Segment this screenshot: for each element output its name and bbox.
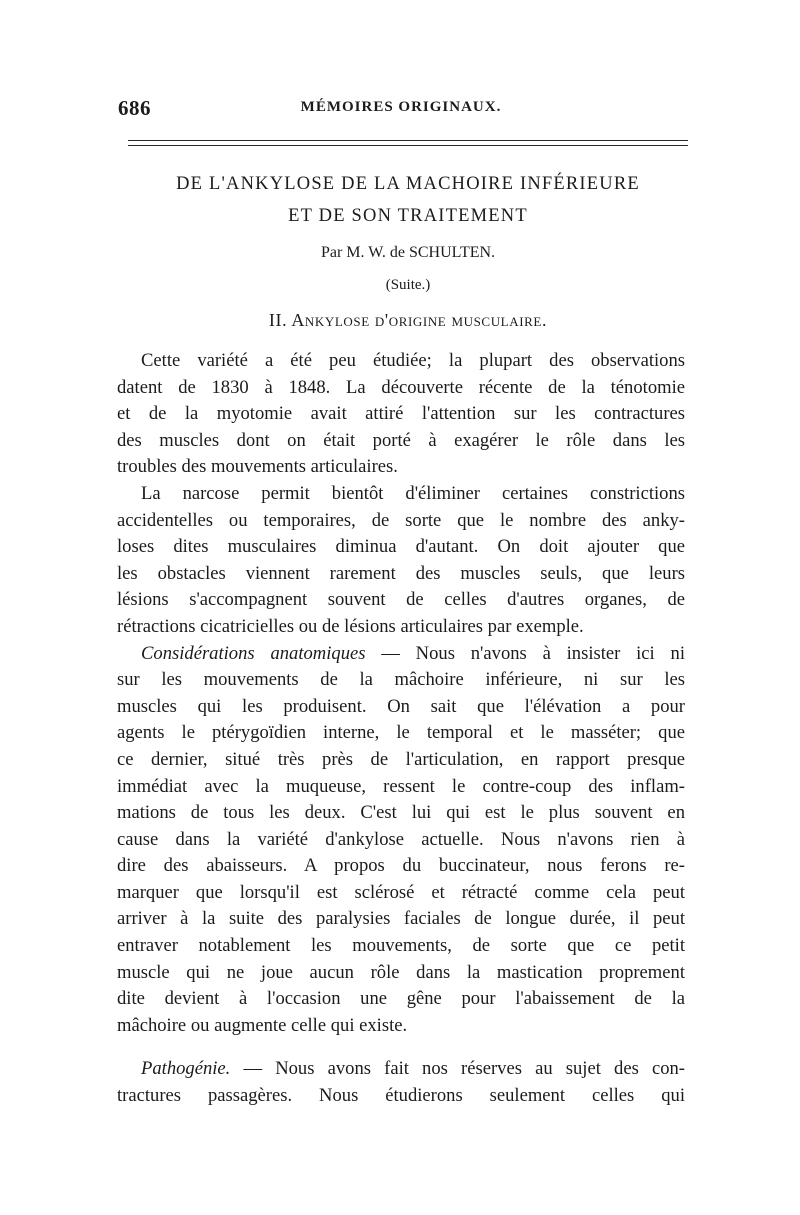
- text-line: sur les mouvements de la mâchoire inférieure, ni sur les: [117, 669, 685, 691]
- text-line: cause dans la variété d'ankylose actuelle. Nous n'avons rien à: [117, 828, 685, 850]
- text-line: Cette variété a été peu étudiée; la plupart des observations: [141, 350, 685, 371]
- running-title: MÉMOIRES ORIGINAUX.: [300, 99, 502, 115]
- text-line-rest: — Nous n'avons à insister ici ni: [365, 642, 685, 664]
- continuation-note: (Suite.): [385, 277, 431, 293]
- text-line: entraver notablement les mouvements, de sorte que ce petit: [117, 935, 685, 957]
- header-rule-top: [128, 140, 688, 141]
- text-line: tractures passagères. Nous étudierons seulement celles qui: [117, 1085, 685, 1107]
- subsection-heading-anatomy: Considérations anatomiques: [141, 642, 366, 664]
- paragraph-1: [117, 348, 685, 481]
- byline: Par M. W. de SCHULTEN.: [320, 244, 496, 261]
- text-line: rétractions cicatricielles ou de lésions articulaires par exemple.: [117, 615, 584, 637]
- text-line: et de la myotomie avait attiré l'attention sur les contractures: [117, 403, 685, 425]
- text-line: datent de 1830 à 1848. La découverte récente de la ténotomie: [117, 376, 685, 398]
- subsection-heading-pathogeny: Pathogénie.: [141, 1058, 231, 1080]
- text-line: [117, 1056, 685, 1083]
- running-head: [118, 96, 684, 126]
- text-line: troubles des mouvements articulaires.: [117, 456, 398, 478]
- text-line: loses dites musculaires diminua d'autant. On doit ajouter que: [117, 536, 685, 558]
- text-line: dire des abaisseurs. A propos du buccinateur, nous ferons re-: [117, 855, 685, 877]
- text-line: [117, 641, 685, 668]
- text-line-rest: — Nous avons fait nos réserves au sujet des con-: [230, 1058, 685, 1080]
- text-line: ce dernier, situé très près de l'articulation, en rapport presque: [117, 748, 685, 770]
- text-line: muscles qui les produisent. On sait que l'élévation a pour: [117, 695, 685, 717]
- text-line: mâchoire ou augmente celle qui existe.: [117, 1014, 408, 1036]
- body-text: [117, 348, 685, 1110]
- text-line: mations de tous les deux. C'est lui qui est le plus souvent en: [117, 802, 685, 824]
- header-rule-bottom: [128, 145, 688, 146]
- text-line: arriver à la suite des paralysies faciales de longue durée, il peut: [117, 908, 685, 930]
- article-title-line-1: DE L'ANKYLOSE DE LA MACHOIRE INFÉRIEURE: [176, 174, 640, 194]
- text-line: marquer que lorsqu'il est sclérosé et rétracté comme cela peut: [117, 881, 685, 903]
- text-line: des muscles dont on était porté à exagérer le rôle dans les: [117, 429, 685, 451]
- text-line: dite devient à l'occasion une gêne pour l'abaissement de la: [117, 988, 685, 1010]
- article-title: [118, 168, 698, 232]
- section-heading: II. Ankylose d'origine musculaire.: [268, 310, 548, 330]
- text-line: lésions s'accompagnent souvent de celles d'autres organes, de: [117, 589, 685, 611]
- text-line: La narcose permit bientôt d'éliminer certaines constrictions: [141, 482, 685, 504]
- text-line: muscle qui ne joue aucun rôle dans la mastication proprement: [117, 961, 685, 983]
- paragraph-4: [117, 1056, 685, 1109]
- paragraph-2: [117, 481, 685, 641]
- article-title-line-2: ET DE SON TRAITEMENT: [288, 206, 528, 226]
- page-number: 686: [118, 96, 151, 120]
- text-line: immédiat avec la muqueuse, ressent le contre-coup des inflam-: [117, 775, 685, 797]
- text-line: accidentelles ou temporaires, de sorte que le nombre des anky-: [117, 509, 685, 531]
- text-line: les obstacles viennent rarement des muscles seuls, que leurs: [117, 562, 685, 584]
- paragraph-3: [117, 641, 685, 1040]
- text-line: agents le ptérygoïdien interne, le temporal et le masséter; que: [117, 722, 685, 744]
